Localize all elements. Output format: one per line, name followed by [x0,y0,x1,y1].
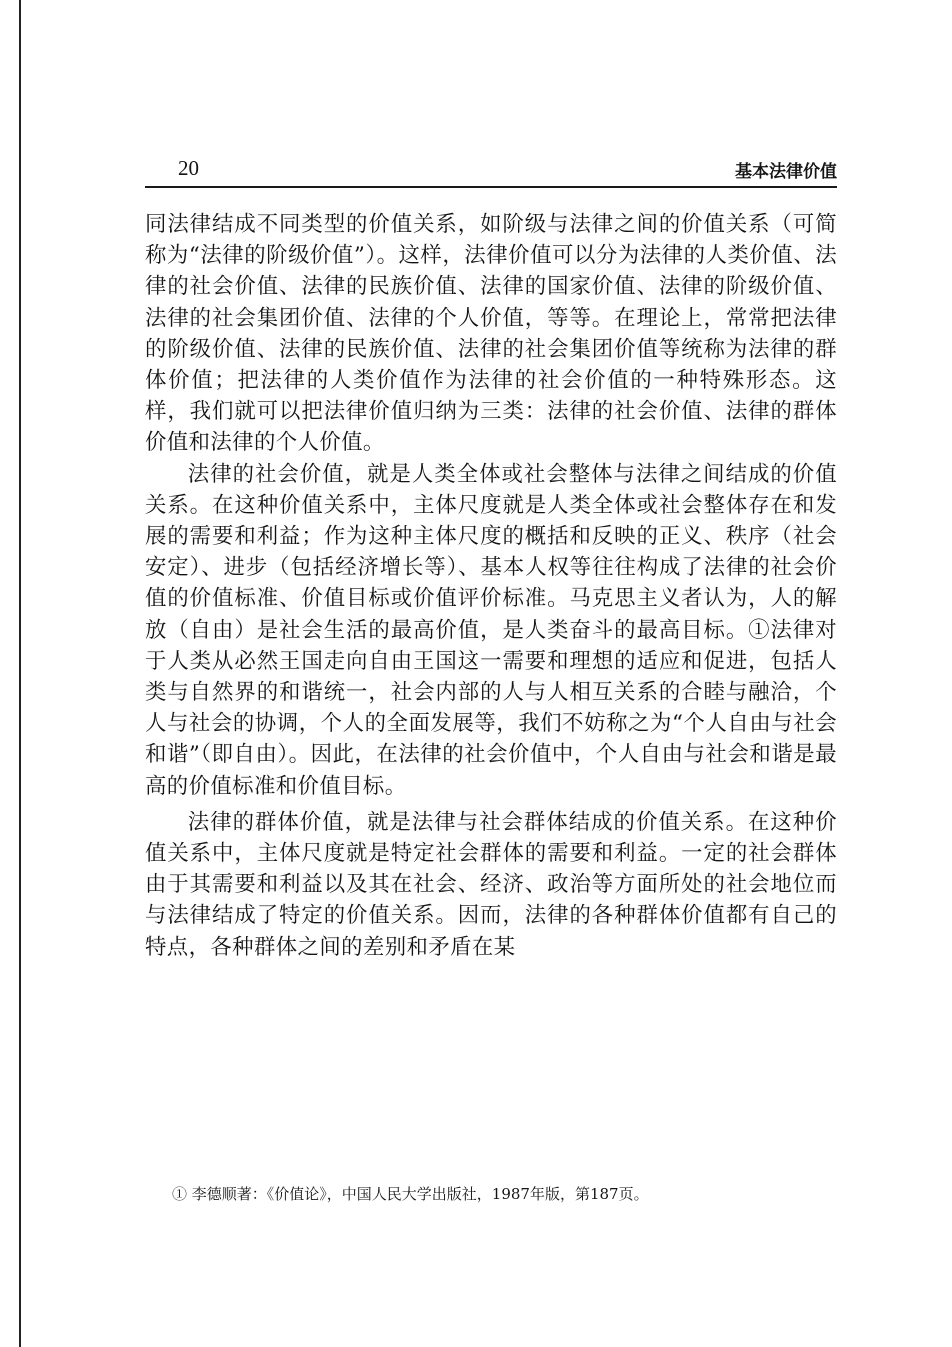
footnote: ① 李德顺著：《价值论》，中国人民大学出版社，1987年版，第187页。 [172,1185,649,1203]
body-text [145,209,837,963]
paragraph-continued: 同法律结成不同类型的价值关系，如阶级与法律之间的价值关系（可简称为“法律的阶级价值”）。这样，法律价值可以分为法律的人类价值、法律的社会价值、法律的民族价值、法律的国家价值、法律的阶级价值、法律的社会集团价值、法律的个人价值，等等。在理论上，常常把法律的阶级价值、法律的民族价值、法律的社会集团价值等统称为法律的群体价值；把法律的人类价值作为法律的社会价值的一种特殊形态。这样，我们就可以把法律价值归纳为三类：法律的社会价值、法律的群体价值和法律的个人价值。 [145,212,837,456]
paragraph-social-value: 法律的社会价值，就是人类全体或社会整体与法律之间结成的价值关系。在这种价值关系中，主体尺度就是人类全体或社会整体存在和发展的需要和利益；作为这种主体尺度的概括和反映的正义、秩序（社会安定）、进步（包括经济增长等）、基本人权等往往构成了法律的社会价值的价值标准、价值目标或价值评价标准。马克思主义者认为，人的解放（自由）是社会生活的最高价值，是人类奋斗的最高目标。①法律对于人类从必然王国走向自由王国这一需要和理想的适应和促进，包括人类与自然界的和谐统一，社会内部的人与人相互关系的合睦与融洽，个人与社会的协调，个人的全面发展等，我们不妨称之为“个人自由与社会和谐”（即自由）。因此，在法律的社会价值中，个人自由与社会和谐是最高的价值标准和价值目标。 [145,461,837,799]
page-left-edge-rule [19,0,21,1347]
header-rule [145,186,837,188]
running-head: 基本法律价值 [735,162,837,182]
paragraph-group-value: 法律的群体价值，就是法律与社会群体结成的价值关系。在这种价值关系中，主体尺度就是特定社会群体的需要和利益。一定的社会群体由于其需要和利益以及其在社会、经济、政治等方面所处的社会地位而与法律结成了特定的价值关系。因而，法律的各种群体价值都有自己的特点，各种群体之间的差别和矛盾在某 [145,809,837,960]
page-number: 20 [178,156,199,180]
page-header [145,150,837,190]
